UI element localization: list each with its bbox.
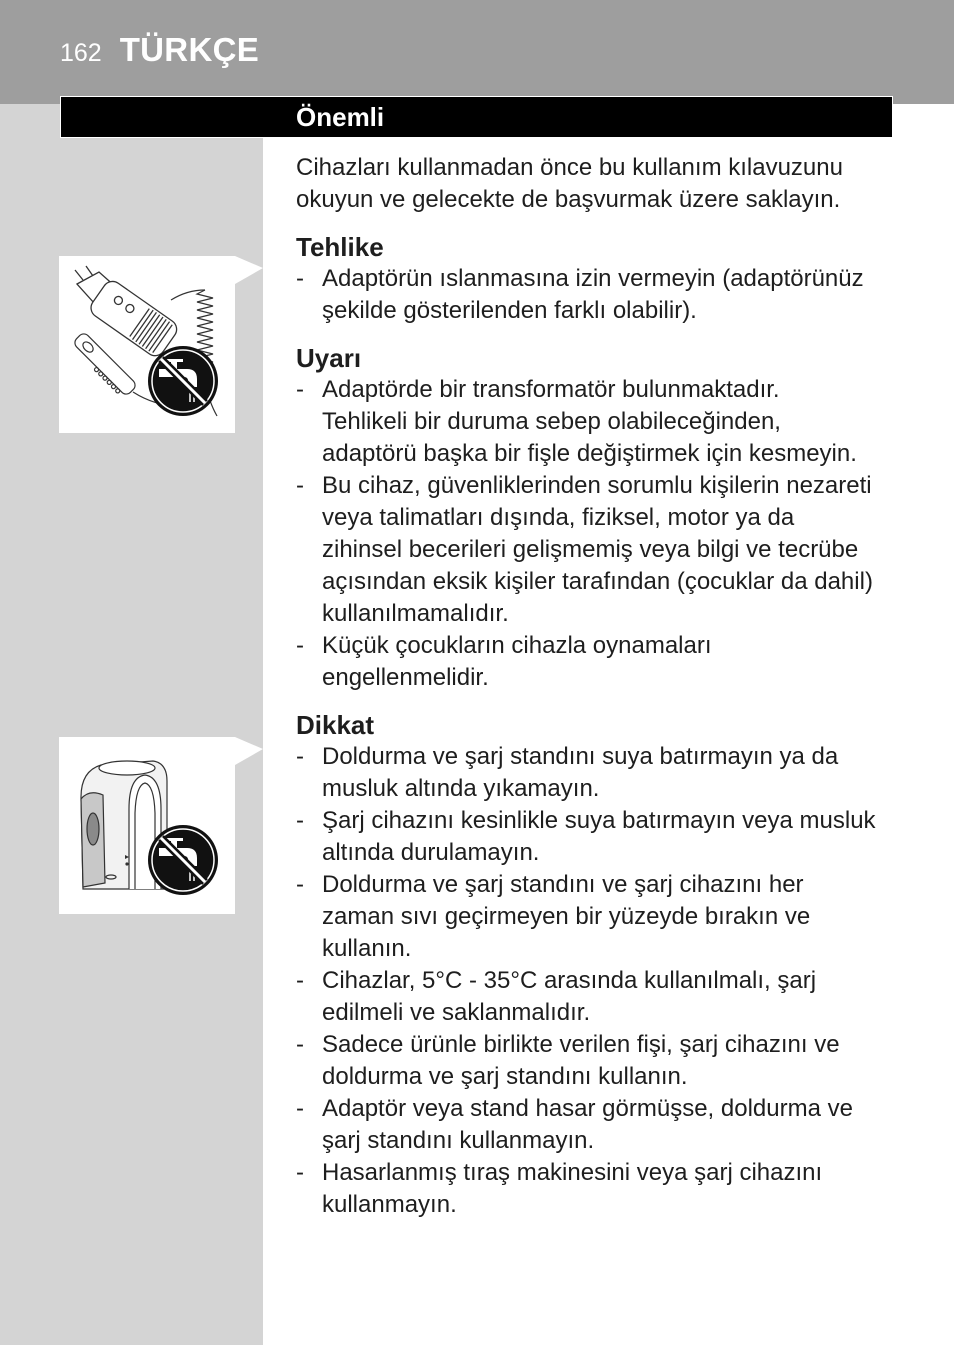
warning-heading: Uyarı: [296, 343, 362, 373]
list-item: [296, 741, 936, 805]
list-marker: -: [296, 1031, 304, 1058]
content-column: [296, 152, 936, 1221]
text-line: kullanın.: [322, 935, 412, 962]
list-marker: -: [296, 807, 304, 834]
list-item: [296, 630, 936, 694]
figure-pointer: [235, 737, 263, 767]
list-item: [296, 1093, 936, 1157]
text-line: şarj standını kullanmayın.: [322, 1127, 595, 1154]
caution-heading: Dikkat: [296, 710, 375, 740]
list-marker: -: [296, 265, 304, 292]
text-line: Tehlikeli bir duruma sebep olabileceğinden,: [322, 408, 781, 435]
text-line: kullanmayın.: [322, 1191, 457, 1218]
list-marker: -: [296, 1159, 304, 1186]
list-item: [296, 1157, 936, 1221]
danger-list: [296, 263, 936, 327]
text-line: Küçük çocukların cihazla oynamaları: [322, 632, 712, 659]
text-line: edilmeli ve saklanmalıdır.: [322, 999, 591, 1026]
list-item: [296, 374, 936, 470]
text-line: kullanılmamalıdır.: [322, 600, 509, 627]
figure-charging-stand: [59, 737, 235, 914]
list-marker: -: [296, 472, 304, 499]
text-line: Sadece ürünle birlikte verilen fişi, şarj cihazını ve: [322, 1031, 840, 1058]
text-line: doldurma ve şarj standını kullanın.: [322, 1063, 688, 1090]
figure-pointer: [235, 256, 263, 286]
list-marker: -: [296, 967, 304, 994]
list-marker: -: [296, 1095, 304, 1122]
text-line: zihinsel becerileri gelişmemiş veya bilgi ve tecrübe: [322, 536, 859, 563]
text-line: şekilde gösterilenden farklı olabilir).: [322, 297, 697, 324]
text-line: Cihazlar, 5°C - 35°C arasında kullanılmalı, şarj: [322, 967, 817, 994]
list-marker: -: [296, 376, 304, 403]
list-marker: -: [296, 743, 304, 770]
text-line: Şarj cihazını kesinlikle suya batırmayın veya musluk: [322, 807, 876, 834]
list-item: [296, 805, 936, 869]
text-line: veya talimatları dışında, fiziksel, motor ya da: [322, 504, 795, 531]
list-item: [296, 470, 936, 630]
text-line: Adaptörün ıslanmasına izin vermeyin (adaptörünüz: [322, 265, 864, 292]
page-header: [60, 30, 259, 73]
section-title: Önemli: [296, 102, 385, 132]
figure-adapter: [59, 256, 235, 433]
text-line: zaman sıvı geçirmeyen bir yüzeyde bırakın ve: [322, 903, 811, 930]
text-line: engellenmelidir.: [322, 664, 489, 691]
warning-list: [296, 374, 936, 694]
adapter-illustration: [59, 256, 235, 433]
caution-list: [296, 741, 936, 1221]
text-line: okuyun ve gelecekte de başvurmak üzere saklayın.: [296, 186, 841, 213]
text-line: Hasarlanmış tıraş makinesini veya şarj cihazını: [322, 1159, 823, 1186]
list-item: [296, 263, 936, 327]
text-line: Adaptör veya stand hasar görmüşse, doldurma ve: [322, 1095, 853, 1122]
text-line: altında durulamayın.: [322, 839, 540, 866]
charging-stand-illustration: [59, 737, 235, 914]
language-title: TÜRKÇE: [119, 31, 260, 68]
text-line: Bu cihaz, güvenliklerinden sorumlu kişilerin nezareti: [322, 472, 872, 499]
text-line: Doldurma ve şarj standını suya batırmayın ya da: [322, 743, 839, 770]
text-line: açısından eksik kişiler tarafından (çocuklar da dahil): [322, 568, 873, 595]
text-line: Adaptörde bir transformatör bulunmaktadır.: [322, 376, 780, 403]
no-water-icon: [148, 825, 218, 895]
text-line: musluk altında yıkamayın.: [322, 775, 600, 802]
no-water-icon: [148, 346, 218, 416]
list-item: [296, 965, 936, 1029]
list-marker: -: [296, 871, 304, 898]
list-item: [296, 1029, 936, 1093]
text-line: adaptörü başka bir fişle değiştirmek için kesmeyin.: [322, 440, 857, 467]
danger-heading: Tehlike: [296, 232, 384, 262]
list-item: [296, 869, 936, 965]
intro-paragraph: [296, 152, 936, 216]
list-marker: -: [296, 632, 304, 659]
section-bar: [60, 96, 893, 138]
text-line: Doldurma ve şarj standını ve şarj cihazını her: [322, 871, 804, 898]
text-line: Cihazları kullanmadan önce bu kullanım kılavuzunu: [296, 154, 843, 181]
page-number: 162: [60, 39, 102, 67]
